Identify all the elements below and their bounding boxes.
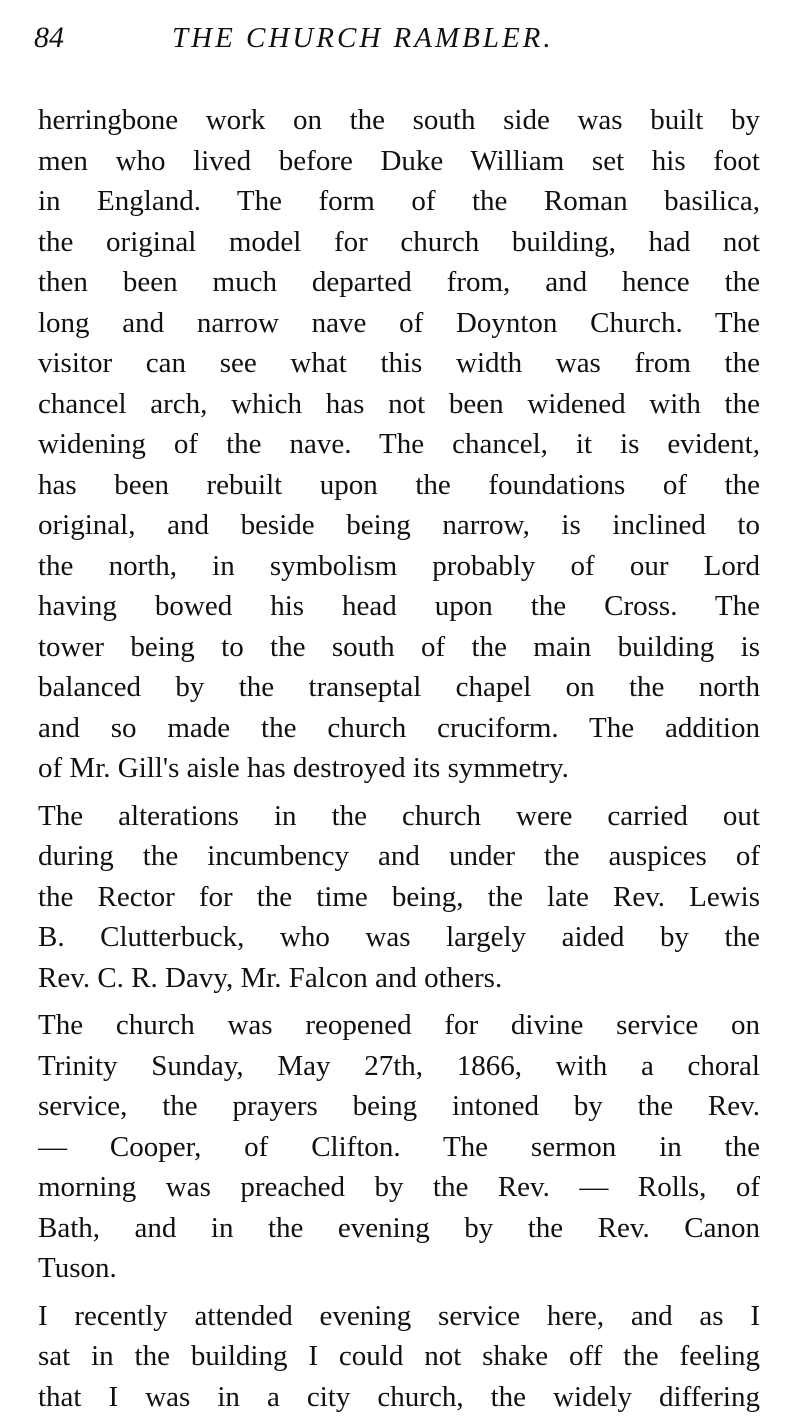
running-title: THE CHURCH RAMBLER. (172, 18, 554, 58)
text-line: has been rebuilt upon the foundations of the (38, 465, 760, 506)
text-line: having bowed his head upon the Cross. The (38, 586, 760, 627)
text-line: Rev. C. R. Davy, Mr. Falcon and others. (38, 958, 760, 999)
text-line: Tuson. (38, 1248, 760, 1289)
text-line: I recently attended evening service here, and as I (38, 1296, 760, 1337)
text-line: herringbone work on the south side was built by (38, 100, 760, 141)
text-line: during the incumbency and under the auspices of (38, 836, 760, 877)
text-line: and so made the church cruciform. The addition (38, 708, 760, 749)
text-line: of Mr. Gill's aisle has destroyed its symmetry. (38, 748, 760, 789)
text-line: The church was reopened for divine service on (38, 1005, 760, 1046)
text-line: the north, in symbolism probably of our Lord (38, 546, 760, 587)
text-line: service, the prayers being intoned by the Rev. (38, 1086, 760, 1127)
text-line: tower being to the south of the main building is (38, 627, 760, 668)
text-line: Trinity Sunday, May 27th, 1866, with a choral (38, 1046, 760, 1087)
paragraph (38, 1296, 760, 1417)
paragraph (38, 796, 760, 999)
text-line: original, and beside being narrow, is inclined to (38, 505, 760, 546)
paragraph (38, 100, 760, 789)
page-header (34, 18, 764, 58)
text-line: the original model for church building, had not (38, 222, 760, 263)
text-line: long and narrow nave of Doynton Church. The (38, 303, 760, 344)
text-line: chancel arch, which has not been widened with the (38, 384, 760, 425)
body-text (38, 100, 760, 1417)
text-line: sat in the building I could not shake off the feeling (38, 1336, 760, 1377)
text-line: widening of the nave. The chancel, it is evident, (38, 424, 760, 465)
text-line: that I was in a city church, the widely differing (38, 1377, 760, 1417)
text-line: visitor can see what this width was from the (38, 343, 760, 384)
text-line: the Rector for the time being, the late Rev. Lewis (38, 877, 760, 918)
text-line: Bath, and in the evening by the Rev. Canon (38, 1208, 760, 1249)
page-number: 84 (34, 18, 64, 58)
paragraph (38, 1005, 760, 1289)
text-line: morning was preached by the Rev. — Rolls, of (38, 1167, 760, 1208)
text-line: The alterations in the church were carried out (38, 796, 760, 837)
text-line: in England. The form of the Roman basilica, (38, 181, 760, 222)
text-line: B. Clutterbuck, who was largely aided by the (38, 917, 760, 958)
text-line: then been much departed from, and hence the (38, 262, 760, 303)
text-line: — Cooper, of Clifton. The sermon in the (38, 1127, 760, 1168)
text-line: balanced by the transeptal chapel on the north (38, 667, 760, 708)
text-line: men who lived before Duke William set his foot (38, 141, 760, 182)
